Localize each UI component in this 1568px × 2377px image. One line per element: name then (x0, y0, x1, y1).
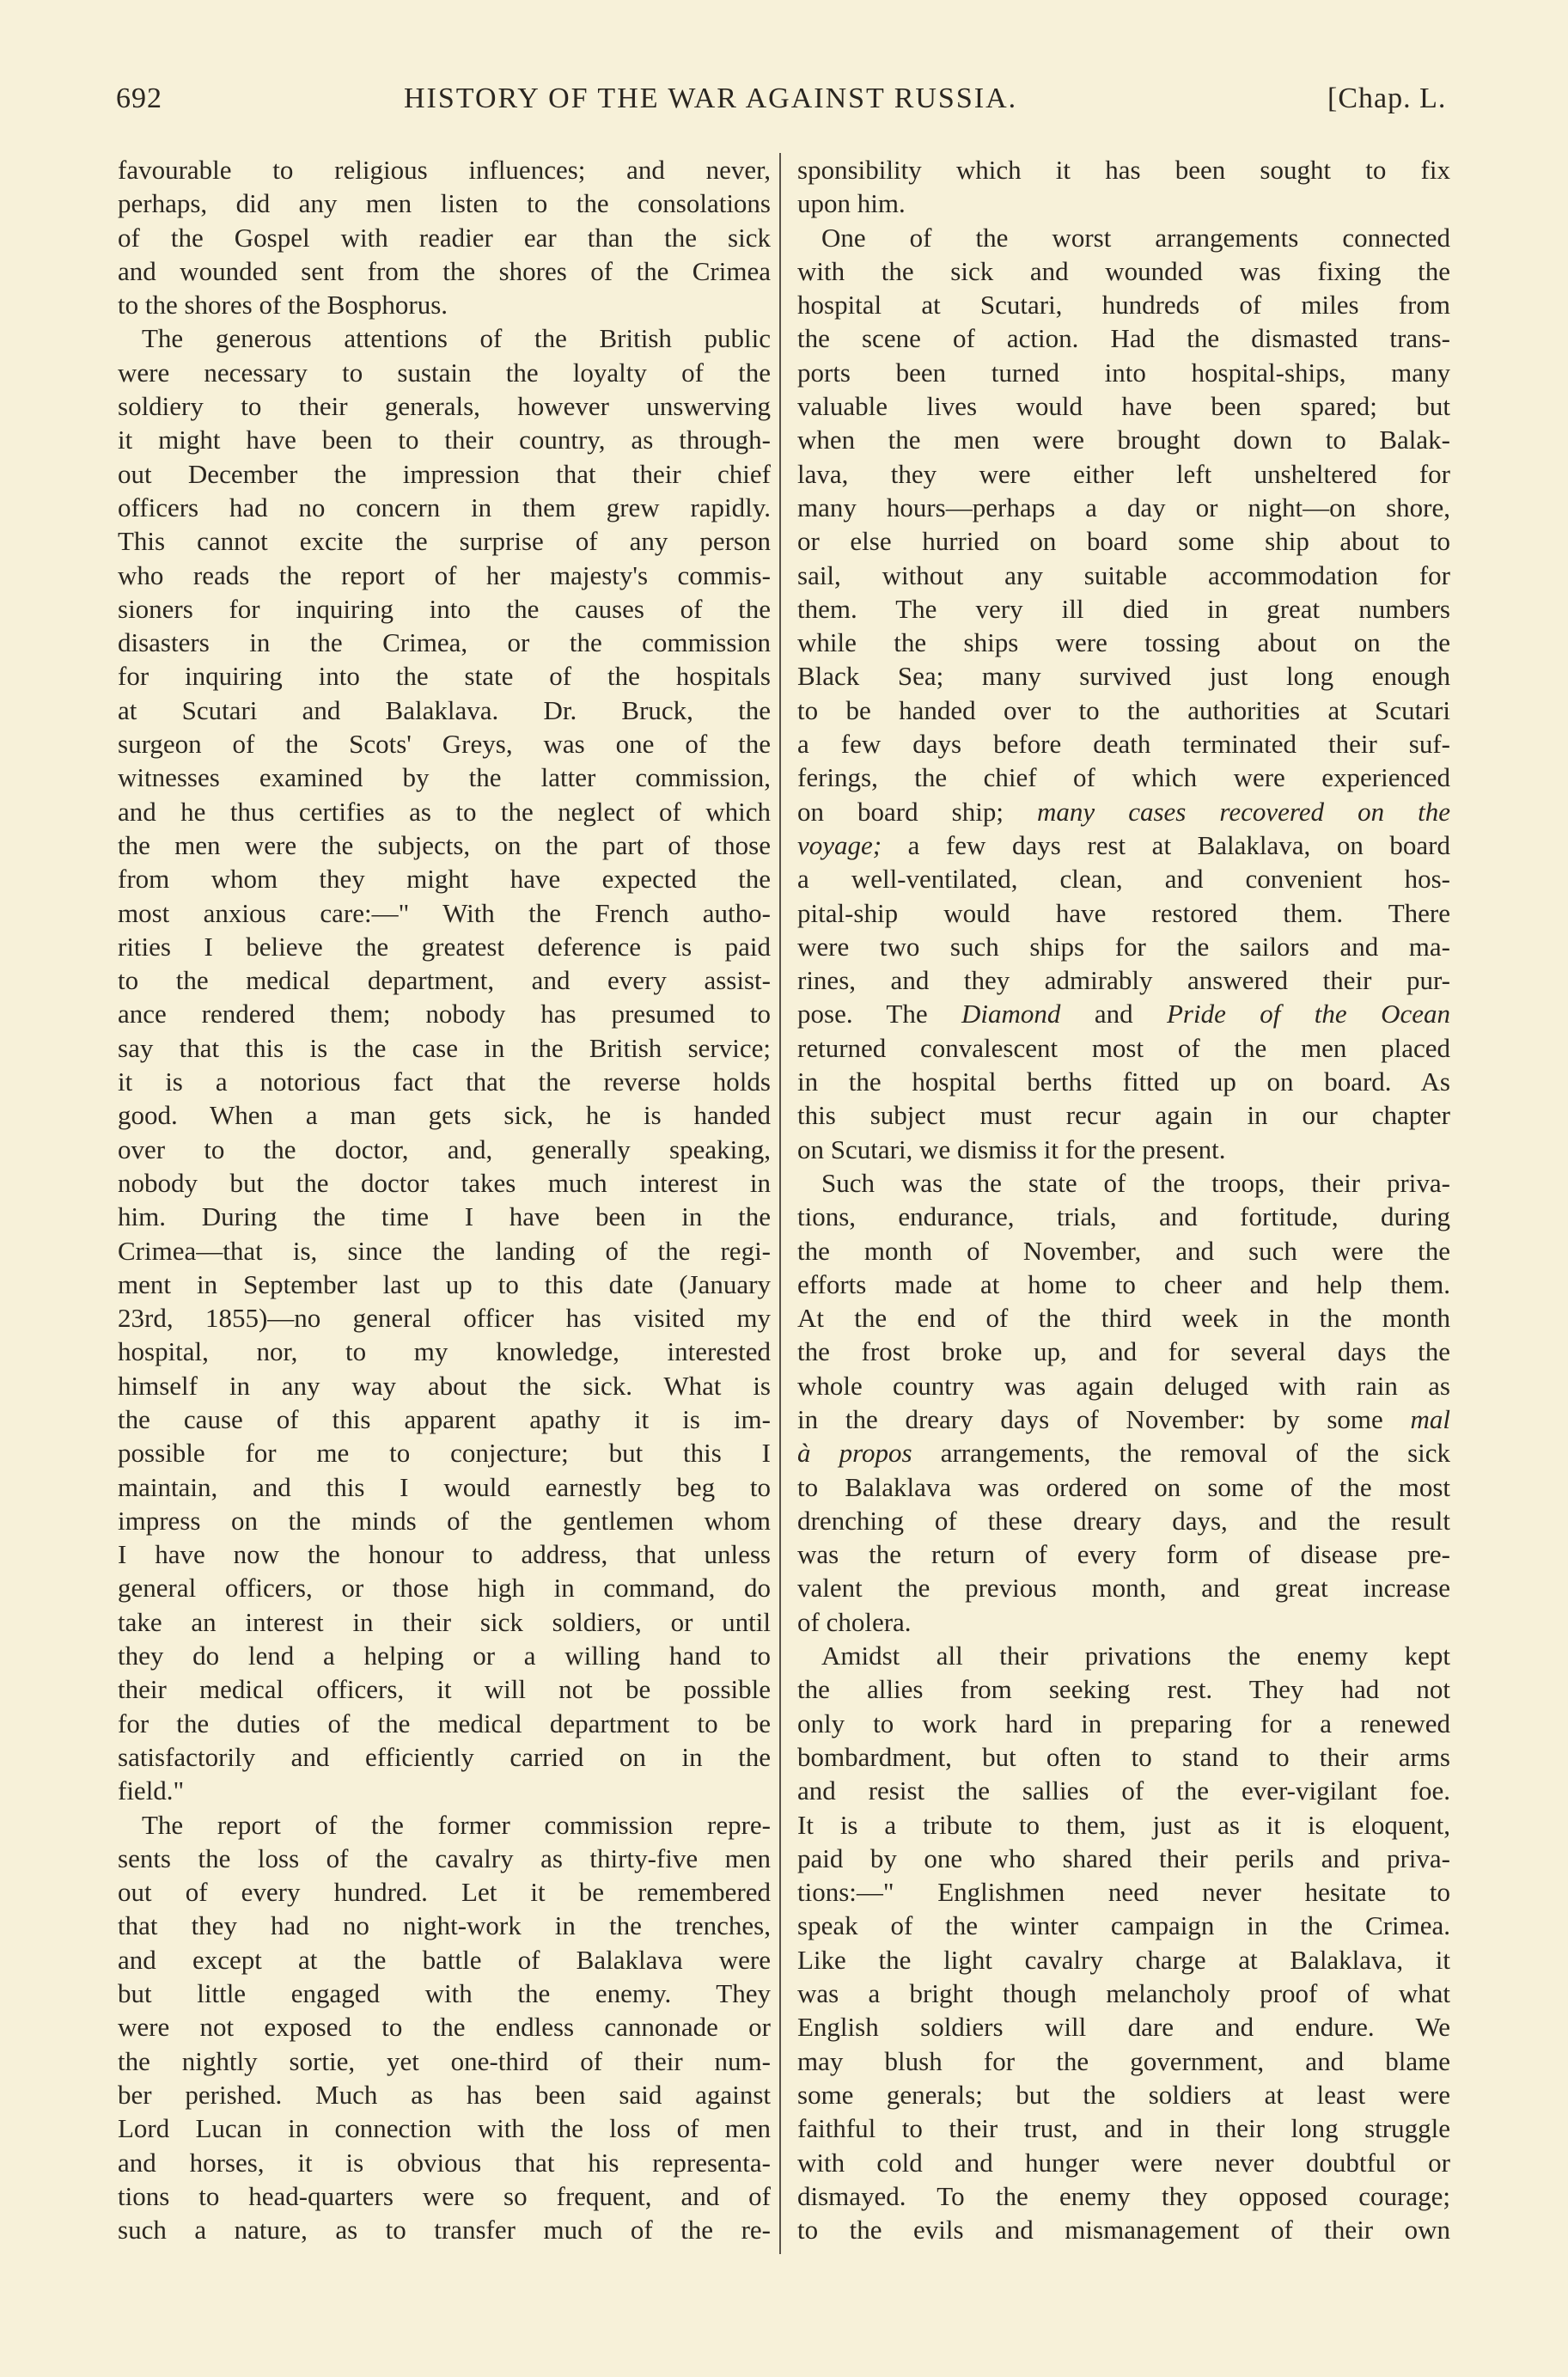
text-line: dismayed. To the enemy they opposed courage; (797, 2180, 1450, 2211)
text-line: on Scutari, we dismiss it for the present. (797, 1134, 1226, 1164)
text-line: while the ships were tossing about on the (797, 627, 1450, 658)
text-line: general officers, or those high in command, do (118, 1573, 771, 1604)
text-line: over to the doctor, and, generally speaking, (118, 1134, 771, 1164)
text-line: efforts made at home to cheer and help them. (797, 1268, 1450, 1299)
text-line: maintain, and this I would earnestly beg to (118, 1471, 771, 1502)
text-line: ber perished. Much as has been said against (118, 2079, 771, 2110)
paragraph (797, 1166, 1450, 1639)
text-line: and except at the battle of Balaklava were (118, 1944, 771, 1975)
italic-text: many cases recovered on the (1037, 796, 1450, 827)
text-line: sioners for inquiring into the causes of the (118, 593, 771, 624)
text-line: Amidst all their privations the enemy kept (821, 1641, 1450, 1671)
text-line: ports been turned into hospital-ships, many (797, 357, 1450, 388)
text-line: take an interest in their sick soldiers, or until (118, 1606, 771, 1637)
text-line: speak of the winter campaign in the Crimea. (797, 1910, 1450, 1941)
text-line: when the men were brought down to Balak- (797, 425, 1450, 455)
text-line: to be handed over to the authorities at Scutari (797, 694, 1450, 725)
text-line: good. When a man gets sick, he is handed (118, 1100, 771, 1131)
text-line: The generous attentions of the British public (142, 323, 771, 354)
text-line: out December the impression that their chief (118, 458, 771, 489)
text-line: but little engaged with the enemy. They (118, 1978, 771, 2009)
text-line: nobody but the doctor takes much interest in (118, 1167, 771, 1198)
text-line: Like the light cavalry charge at Balaklava, it (797, 1944, 1450, 1975)
text-line: and horses, it is obvious that his representa- (118, 2147, 771, 2178)
text-line: upon him. (797, 188, 906, 219)
text-line: 23rd, 1855)—no general officer has visited my (118, 1303, 771, 1334)
paragraph (118, 1808, 771, 2247)
text-line: to Balaklava was ordered on some of the most (797, 1471, 1450, 1502)
text-line: to the evils and mismanagement of their own (797, 2215, 1450, 2246)
text-line: à propos arrangements, the removal of the sick (797, 1438, 1451, 1469)
text-line: sponsibility which it has been sought to fix (797, 155, 1450, 185)
text-line: such a nature, as to transfer much of the re- (118, 2215, 771, 2246)
text-line: officers had no concern in them grew rapidly. (118, 492, 771, 522)
text-line: whole country was again deluged with rain as (797, 1370, 1450, 1401)
text-line: At the end of the third week in the month (797, 1303, 1450, 1334)
text-line: it is a notorious fact that the reverse holds (118, 1066, 771, 1097)
text-line: them. The very ill died in great numbers (797, 593, 1450, 624)
text-line: soldiery to their generals, however unswerving (118, 391, 771, 422)
text-line: the allies from seeking rest. They had not (797, 1674, 1450, 1705)
text-line: valent the previous month, and great increase (797, 1573, 1450, 1604)
text-line: some generals; but the soldiers at least were (797, 2079, 1450, 2110)
text-line: that they had no night-work in the trenches, (118, 1910, 771, 1941)
text-line: Crimea—that is, since the landing of the regi- (118, 1235, 771, 1266)
text-line: and he thus certifies as to the neglect of which (118, 796, 771, 827)
text-line: returned convalescent most of the men placed (797, 1032, 1450, 1063)
text-line: who reads the report of her majesty's commis- (118, 559, 771, 590)
text-line: for inquiring into the state of the hospitals (118, 661, 771, 692)
text-line: impress on the minds of the gentlemen whom (118, 1505, 771, 1536)
text-line: were necessary to sustain the loyalty of the (118, 357, 771, 388)
text-line: was the return of every form of disease pre- (797, 1539, 1450, 1570)
text-line: valuable lives would have been spared; but (797, 391, 1450, 422)
running-title: HISTORY OF THE WAR AGAINST RUSSIA. (404, 82, 1018, 114)
text-line: the men were the subjects, on the part of those (118, 829, 771, 860)
text-line: were not exposed to the endless cannonade or (118, 2012, 771, 2043)
text-line: with cold and hunger were never doubtful or (797, 2147, 1450, 2178)
text-line: from whom they might have expected the (118, 864, 771, 895)
text-line: hospital at Scutari, hundreds of miles from (797, 290, 1450, 321)
text-line: him. During the time I have been in the (118, 1201, 771, 1232)
text-line: bombardment, but often to stand to their arms (797, 1741, 1450, 1772)
text-line: voyage; a few days rest at Balaklava, on board (797, 829, 1450, 860)
italic-text: Diamond (961, 999, 1061, 1030)
text-line: paid by one who shared their perils and priva- (797, 1842, 1450, 1873)
italic-text: voyage; (797, 829, 882, 860)
text-line: disasters in the Crimea, or the commission (118, 627, 771, 658)
text-line: Black Sea; many survived just long enough (797, 661, 1450, 692)
text-line: the cause of this apparent apathy it is im- (118, 1403, 771, 1434)
text-line: a few days before death terminated their suf- (797, 729, 1450, 760)
text-line: tions, endurance, trials, and fortitude, during (797, 1201, 1450, 1232)
text-line: pital-ship would have restored them. There (797, 897, 1450, 928)
text-line: in the dreary days of November: by some mal (797, 1403, 1450, 1434)
text-line: the scene of action. Had the dismasted trans- (797, 323, 1450, 354)
text-line: sents the loss of the cavalry as thirty-five men (118, 1842, 771, 1873)
text-line: rines, and they admirably answered their pur- (797, 965, 1450, 996)
paragraph (797, 221, 1450, 1166)
text-line: This cannot excite the surprise of any person (118, 526, 771, 557)
text-line: and wounded sent from the shores of the Crimea (118, 255, 771, 286)
text-line: out of every hundred. Let it be remembered (118, 1877, 771, 1908)
text-line: satisfactorily and efficiently carried on in the (118, 1741, 771, 1772)
text-line: perhaps, did any men listen to the consolations (118, 188, 771, 219)
text-line: the frost broke up, and for several days the (797, 1336, 1450, 1367)
text-line: himself in any way about the sick. What is (118, 1370, 771, 1401)
text-line: lava, they were either left unsheltered for (797, 458, 1450, 489)
text-line: and resist the sallies of the ever-vigilant foe. (797, 1775, 1450, 1806)
text-line: hospital, nor, to my knowledge, interested (118, 1336, 771, 1367)
text-line: many hours—perhaps a day or night—on shore, (797, 492, 1450, 522)
italic-text: à propos (797, 1438, 912, 1469)
text-line: the month of November, and such were the (797, 1235, 1450, 1266)
text-line: favourable to religious influences; and never, (118, 155, 771, 185)
text-line: only to work hard in preparing for a renewed (797, 1708, 1450, 1738)
text-line: ment in September last up to this date (January (118, 1268, 771, 1299)
page-number: 692 (116, 82, 162, 114)
text-line: they do lend a helping or a willing hand to (118, 1641, 771, 1671)
text-line: I have now the honour to address, that unless (118, 1539, 771, 1570)
text-line: Lord Lucan in connection with the loss of men (118, 2113, 771, 2144)
text-line: field." (118, 1775, 185, 1806)
text-line: in the hospital berths fitted up on board. As (797, 1066, 1450, 1097)
column-divider (779, 153, 781, 2254)
right-column (797, 153, 1450, 2246)
text-line: witnesses examined by the latter commission, (118, 762, 771, 793)
text-line: of cholera. (797, 1606, 912, 1637)
text-line: with the sick and wounded was fixing the (797, 255, 1450, 286)
text-line: may blush for the government, and blame (797, 2045, 1450, 2076)
text-line: faithful to their trust, and in their long struggle (797, 2113, 1450, 2144)
italic-text: Pride of the Ocean (1167, 999, 1450, 1030)
text-line: ance rendered them; nobody has presumed to (118, 999, 771, 1030)
text-line: it might have been to their country, as through- (118, 425, 771, 455)
text-line: a well-ventilated, clean, and convenient hos- (797, 864, 1450, 895)
paragraph (797, 1639, 1450, 2246)
text-line: The report of the former commission repre- (142, 1809, 771, 1840)
text-line: were two such ships for the sailors and ma- (797, 931, 1450, 962)
text-line: say that this is the case in the British service; (118, 1032, 771, 1063)
text-line: surgeon of the Scots' Greys, was one of the (118, 729, 771, 760)
text-line: Such was the state of the troops, their priva- (821, 1167, 1450, 1198)
text-line: was a bright though melancholy proof of what (797, 1978, 1450, 2009)
text-line: of the Gospel with readier ear than the sick (118, 222, 771, 253)
text-line: rities I believe the greatest deference is paid (118, 931, 771, 962)
text-line: for the duties of the medical department to be (118, 1708, 771, 1738)
text-line: most anxious care:—" With the French autho- (118, 897, 771, 928)
text-line: or else hurried on board some ship about to (797, 526, 1450, 557)
text-line: sail, without any suitable accommodation for (797, 559, 1450, 590)
chapter-label: [Chap. L. (1327, 82, 1447, 114)
paragraph (118, 321, 771, 1807)
paragraph (118, 153, 771, 321)
text-line: their medical officers, it will not be possible (118, 1674, 771, 1705)
italic-text: mal (1410, 1403, 1450, 1434)
text-line: the nightly sortie, yet one-third of their num- (118, 2045, 771, 2076)
text-line: to the medical department, and every assist- (118, 965, 771, 996)
text-line: pose. The Diamond and Pride of the Ocean (797, 999, 1450, 1030)
text-line: drenching of these dreary days, and the result (797, 1505, 1450, 1536)
text-line: One of the worst arrangements connected (821, 222, 1450, 253)
text-line: tions to head-quarters were so frequent, and of (118, 2180, 771, 2211)
text-line: tions:—" Englishmen need never hesitate to (797, 1877, 1450, 1908)
left-column (118, 153, 771, 2246)
text-line: at Scutari and Balaklava. Dr. Bruck, the (118, 694, 771, 725)
text-line: ferings, the chief of which were experienced (797, 762, 1450, 793)
text-line: to the shores of the Bosphorus. (118, 290, 448, 321)
text-line: this subject must recur again in our chapter (797, 1100, 1450, 1131)
paragraph (797, 153, 1450, 221)
text-line: English soldiers will dare and endure. We (797, 2012, 1450, 2043)
text-line: on board ship; many cases recovered on the (797, 796, 1450, 827)
text-line: possible for me to conjecture; but this I (118, 1438, 771, 1469)
text-line: It is a tribute to them, just as it is eloquent, (797, 1809, 1450, 1840)
